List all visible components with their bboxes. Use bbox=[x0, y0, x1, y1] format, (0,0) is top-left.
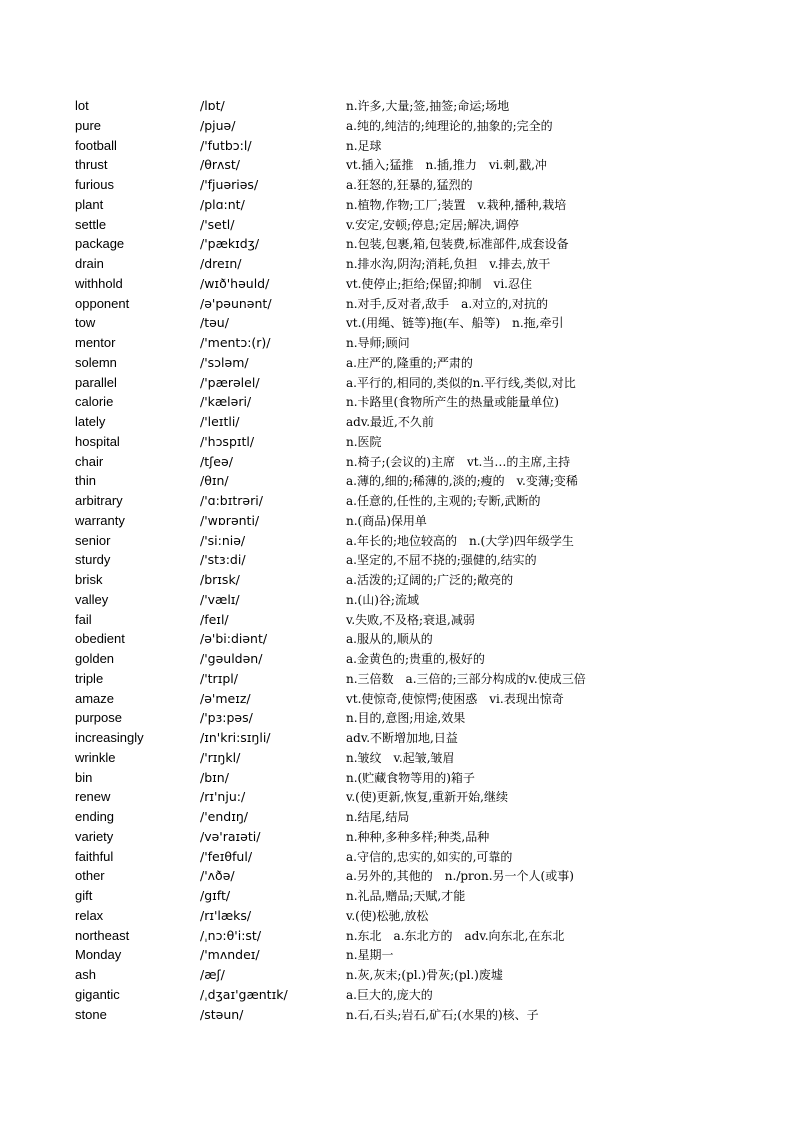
vocab-entry bbox=[0, 847, 800, 867]
entry-phonetic: /stəun/ bbox=[200, 1006, 244, 1022]
entry-word: calorie bbox=[75, 394, 114, 410]
entry-word: thrust bbox=[75, 157, 108, 173]
entry-phonetic: /ˌdʒaɪ'gæntɪk/ bbox=[200, 986, 288, 1002]
entry-word: amaze bbox=[75, 690, 115, 706]
entry-phonetic: /lɒt/ bbox=[200, 98, 225, 113]
entry-word: chair bbox=[75, 453, 104, 469]
entry-definition: n.卡路里(食物所产生的热量或能量单位) bbox=[346, 395, 559, 410]
entry-word: other bbox=[75, 868, 105, 884]
entry-definition: adv.最近,不久前 bbox=[346, 415, 434, 429]
entry-word: gift bbox=[75, 888, 93, 903]
entry-definition: v.失败,不及格;衰退,减弱 bbox=[346, 612, 475, 627]
entry-word: warranty bbox=[75, 512, 125, 528]
entry-phonetic: /'leɪtli/ bbox=[200, 414, 240, 429]
vocab-entry bbox=[0, 728, 800, 748]
entry-definition: v.安定,安顿;停息;定居;解决,调停 bbox=[346, 217, 519, 232]
entry-word: variety bbox=[75, 828, 114, 844]
entry-phonetic: /ə'meɪz/ bbox=[200, 690, 251, 706]
entry-word: lot bbox=[75, 98, 89, 113]
vocab-entry bbox=[0, 373, 800, 393]
vocab-entry bbox=[0, 787, 800, 807]
entry-definition: a.活泼的;辽阔的;广泛的;敞亮的 bbox=[346, 573, 514, 587]
entry-phonetic: /ɪn'kri:sɪŋli/ bbox=[200, 730, 271, 745]
entry-phonetic: /'ɑ:bɪtrəri/ bbox=[200, 493, 263, 508]
vocab-entry bbox=[0, 550, 800, 570]
entry-word: withhold bbox=[75, 275, 123, 291]
entry-word: obedient bbox=[75, 631, 125, 647]
entry-definition: a.庄严的,隆重的;严肃的 bbox=[346, 355, 473, 370]
entry-definition: v.(使)松驰,放松 bbox=[346, 908, 429, 923]
vocab-entry bbox=[0, 827, 800, 847]
entry-definition: n.对手,反对者,敌手 a.对立的,对抗的 bbox=[346, 296, 548, 311]
entry-word: parallel bbox=[75, 374, 117, 390]
entry-definition: n.排水沟,阴沟;消耗,负担 v.排去,放干 bbox=[346, 257, 551, 271]
vocab-entry bbox=[0, 175, 800, 195]
entry-definition: adv.不断增加地,日益 bbox=[346, 731, 458, 745]
entry-phonetic: /'vælɪ/ bbox=[200, 591, 240, 607]
entry-word: stone bbox=[75, 1006, 107, 1022]
vocab-entry bbox=[0, 926, 800, 946]
entry-phonetic: /brɪsk/ bbox=[200, 572, 240, 587]
entry-phonetic: /'setl/ bbox=[200, 216, 235, 232]
entry-word: lately bbox=[75, 414, 106, 429]
entry-definition: a.平行的,相同的,类似的n.平行线,类似,对比 bbox=[346, 375, 576, 390]
entry-phonetic: /θɪn/ bbox=[200, 473, 229, 489]
vocab-entry bbox=[0, 412, 800, 432]
entry-definition: n.导师;顾问 bbox=[346, 336, 410, 350]
entry-definition: a.金黄色的;贵重的,极好的 bbox=[346, 652, 485, 666]
vocab-entry bbox=[0, 432, 800, 452]
entry-definition: vt.使惊奇,使惊愕;使困惑 vi.表现出惊奇 bbox=[346, 691, 564, 706]
entry-definition: a.另外的,其他的 n./pron.另一个人(或事) bbox=[346, 869, 574, 884]
entry-phonetic: /'pærəlel/ bbox=[200, 374, 260, 390]
entry-definition: n.东北 a.东北方的 adv.向东北,在东北 bbox=[346, 928, 565, 943]
entry-phonetic: /'rɪŋkl/ bbox=[200, 749, 241, 765]
vocab-entry bbox=[0, 254, 800, 274]
entry-word: wrinkle bbox=[75, 749, 116, 765]
vocab-entry bbox=[0, 353, 800, 373]
vocab-entry bbox=[0, 906, 800, 926]
entry-definition: vt.使停止;拒给;保留;抑制 vi.忍住 bbox=[346, 276, 532, 291]
vocab-entry bbox=[0, 590, 800, 610]
vocab-entry bbox=[0, 294, 800, 314]
entry-phonetic: /'endɪŋ/ bbox=[200, 809, 248, 824]
entry-phonetic: /ˌnɔ:θ'i:st/ bbox=[200, 927, 262, 943]
entry-definition: a.纯的,纯洁的;纯理论的,抽象的;完全的 bbox=[346, 118, 553, 133]
entry-word: tow bbox=[75, 315, 96, 331]
vocab-entry bbox=[0, 136, 800, 156]
entry-phonetic: /gɪft/ bbox=[200, 888, 231, 903]
entry-phonetic: /'stɜ:di/ bbox=[200, 552, 246, 568]
entry-phonetic: /feɪl/ bbox=[200, 611, 229, 627]
entry-definition: a.守信的,忠实的,如实的,可靠的 bbox=[346, 849, 513, 864]
vocab-entry bbox=[0, 570, 800, 590]
entry-word: brisk bbox=[75, 572, 103, 587]
entry-definition: a.薄的,细的;稀薄的,淡的;瘦的 v.变薄;变稀 bbox=[346, 474, 578, 489]
entry-word: golden bbox=[75, 651, 115, 666]
entry-word: purpose bbox=[75, 710, 122, 726]
entry-definition: n.植物,作物;工厂;装置 v.栽种,播种,栽培 bbox=[346, 197, 567, 212]
entry-definition: n.石,石头;岩石,矿石;(水果的)核、子 bbox=[346, 1007, 539, 1022]
vocab-entry bbox=[0, 807, 800, 827]
entry-word: pure bbox=[75, 117, 102, 133]
entry-word: ash bbox=[75, 967, 96, 982]
vocab-entry bbox=[0, 471, 800, 491]
entry-word: package bbox=[75, 236, 125, 252]
entry-definition: n.结尾,结局 bbox=[346, 810, 410, 824]
entry-word: mentor bbox=[75, 335, 116, 350]
vocab-entry bbox=[0, 392, 800, 412]
entry-definition: n.星期一 bbox=[346, 948, 394, 963]
entry-definition: n.许多,大量;签,抽签;命运;场地 bbox=[346, 99, 510, 113]
entry-phonetic: /'futbɔ:l/ bbox=[200, 137, 252, 153]
vocab-entry bbox=[0, 945, 800, 965]
entry-word: triple bbox=[75, 670, 104, 686]
entry-phonetic: /'mentɔ:(r)/ bbox=[200, 335, 271, 350]
entry-phonetic: /'kæləri/ bbox=[200, 394, 252, 410]
entry-phonetic: /təu/ bbox=[200, 315, 229, 331]
entry-definition: a.狂怒的,狂暴的,猛烈的 bbox=[346, 178, 473, 192]
entry-phonetic: /'wɒrənti/ bbox=[200, 512, 260, 528]
entry-definition: n.(山)谷;流域 bbox=[346, 592, 419, 607]
vocab-entry bbox=[0, 234, 800, 254]
entry-definition: n.椅子;(会议的)主席 vt.当…的主席,主持 bbox=[346, 454, 571, 469]
vocab-entry bbox=[0, 610, 800, 630]
entry-phonetic: /'gəuldən/ bbox=[200, 651, 263, 666]
entry-phonetic: /'sɔləm/ bbox=[200, 354, 249, 370]
entry-word: Monday bbox=[75, 947, 122, 963]
vocab-entry bbox=[0, 333, 800, 353]
vocab-entry bbox=[0, 511, 800, 531]
entry-word: thin bbox=[75, 473, 96, 489]
entry-phonetic: /tʃeə/ bbox=[200, 453, 233, 469]
entry-word: ending bbox=[75, 809, 115, 824]
entry-phonetic: /bɪn/ bbox=[200, 769, 229, 785]
entry-definition: n.灰,灰末;(pl.)骨灰;(pl.)废墟 bbox=[346, 968, 503, 982]
vocab-entry bbox=[0, 629, 800, 649]
entry-word: renew bbox=[75, 789, 111, 805]
entry-word: hospital bbox=[75, 433, 120, 449]
entry-phonetic: /'pækɪdʒ/ bbox=[200, 236, 260, 252]
entry-phonetic: /'pɜ:pəs/ bbox=[200, 710, 253, 726]
entry-word: solemn bbox=[75, 354, 117, 370]
entry-phonetic: /'hɔspɪtl/ bbox=[200, 433, 255, 449]
vocab-entry bbox=[0, 195, 800, 215]
entry-phonetic: /æʃ/ bbox=[200, 967, 225, 982]
entry-word: senior bbox=[75, 532, 111, 548]
entry-definition: n.皱纹 v.起皱,皱眉 bbox=[346, 750, 455, 765]
entry-word: gigantic bbox=[75, 986, 120, 1002]
entry-phonetic: /'si:niə/ bbox=[200, 532, 246, 548]
entry-phonetic: /dreɪn/ bbox=[200, 256, 242, 271]
entry-phonetic: /'mʌndeɪ/ bbox=[200, 947, 260, 963]
vocab-entry bbox=[0, 531, 800, 551]
vocab-entry bbox=[0, 965, 800, 985]
entry-phonetic: /'ʌðə/ bbox=[200, 868, 235, 884]
vocab-entry bbox=[0, 491, 800, 511]
entry-definition: n.(商品)保用单 bbox=[346, 513, 427, 528]
entry-definition: vt.(用绳、链等)拖(车、船等) n.拖,牵引 bbox=[346, 316, 564, 331]
vocab-entry bbox=[0, 768, 800, 788]
entry-word: opponent bbox=[75, 295, 130, 311]
entry-definition: n.种种,多种多样;种类,品种 bbox=[346, 829, 490, 844]
entry-definition: n.足球 bbox=[346, 138, 382, 153]
vocab-entry bbox=[0, 215, 800, 235]
entry-word: arbitrary bbox=[75, 493, 123, 508]
vocab-entry bbox=[0, 116, 800, 136]
vocab-entry bbox=[0, 452, 800, 472]
vocab-entry bbox=[0, 649, 800, 669]
entry-word: northeast bbox=[75, 927, 130, 943]
vocab-entry bbox=[0, 689, 800, 709]
entry-word: relax bbox=[75, 907, 104, 923]
entry-phonetic: /pjuə/ bbox=[200, 117, 236, 133]
entry-phonetic: /'trɪpl/ bbox=[200, 670, 238, 686]
entry-definition: a.服从的,顺从的 bbox=[346, 632, 433, 647]
entry-phonetic: /wɪð'həuld/ bbox=[200, 275, 270, 291]
entry-definition: n.医院 bbox=[346, 434, 382, 449]
entry-word: bin bbox=[75, 769, 93, 785]
vocab-entry bbox=[0, 866, 800, 886]
entry-word: faithful bbox=[75, 848, 114, 864]
entry-phonetic: /'fjuəriəs/ bbox=[200, 177, 259, 192]
vocabulary-list bbox=[0, 96, 800, 1024]
entry-definition: a.坚定的,不屈不挠的;强健的,结实的 bbox=[346, 553, 537, 568]
vocab-entry bbox=[0, 669, 800, 689]
vocab-entry bbox=[0, 708, 800, 728]
vocab-entry bbox=[0, 985, 800, 1005]
entry-definition: a.任意的,任性的,主观的;专断,武断的 bbox=[346, 494, 541, 508]
entry-word: valley bbox=[75, 591, 109, 607]
entry-definition: a.年长的;地位较高的 n.(大学)四年级学生 bbox=[346, 533, 574, 548]
entry-word: fail bbox=[75, 611, 92, 627]
entry-phonetic: /və'raɪəti/ bbox=[200, 828, 261, 844]
vocab-entry bbox=[0, 313, 800, 333]
entry-definition: v.(使)更新,恢复,重新开始,继续 bbox=[346, 790, 508, 805]
entry-definition: n.目的,意图;用途,效果 bbox=[346, 711, 466, 726]
entry-definition: n.(贮藏食物等用的)箱子 bbox=[346, 770, 475, 785]
entry-word: settle bbox=[75, 216, 107, 232]
entry-phonetic: /θrʌst/ bbox=[200, 157, 241, 173]
entry-phonetic: /rɪ'nju:/ bbox=[200, 789, 246, 805]
entry-word: drain bbox=[75, 256, 104, 271]
entry-definition: a.巨大的,庞大的 bbox=[346, 987, 433, 1002]
vocab-entry bbox=[0, 96, 800, 116]
vocab-entry bbox=[0, 748, 800, 768]
entry-word: plant bbox=[75, 196, 104, 212]
vocab-entry bbox=[0, 274, 800, 294]
entry-phonetic: /'feɪθful/ bbox=[200, 848, 253, 864]
entry-phonetic: /ə'pəunənt/ bbox=[200, 295, 272, 311]
entry-phonetic: /plɑ:nt/ bbox=[200, 196, 245, 212]
entry-definition: n.三倍数 a.三倍的;三部分构成的v.使成三倍 bbox=[346, 671, 586, 686]
entry-word: sturdy bbox=[75, 552, 111, 568]
entry-word: football bbox=[75, 137, 117, 153]
vocab-entry bbox=[0, 1005, 800, 1025]
vocab-entry bbox=[0, 886, 800, 906]
entry-word: increasingly bbox=[75, 730, 144, 745]
entry-phonetic: /rɪ'læks/ bbox=[200, 907, 252, 923]
entry-definition: n.礼品,赠品;天赋,才能 bbox=[346, 889, 466, 903]
entry-phonetic: /ə'bi:diənt/ bbox=[200, 631, 268, 647]
entry-definition: vt.插入;猛推 n.插,推力 vi.刺,戳,冲 bbox=[346, 158, 547, 173]
entry-word: furious bbox=[75, 177, 115, 192]
vocab-entry bbox=[0, 155, 800, 175]
entry-definition: n.包装,包裹,箱,包装费,标准部件,成套设备 bbox=[346, 237, 569, 252]
